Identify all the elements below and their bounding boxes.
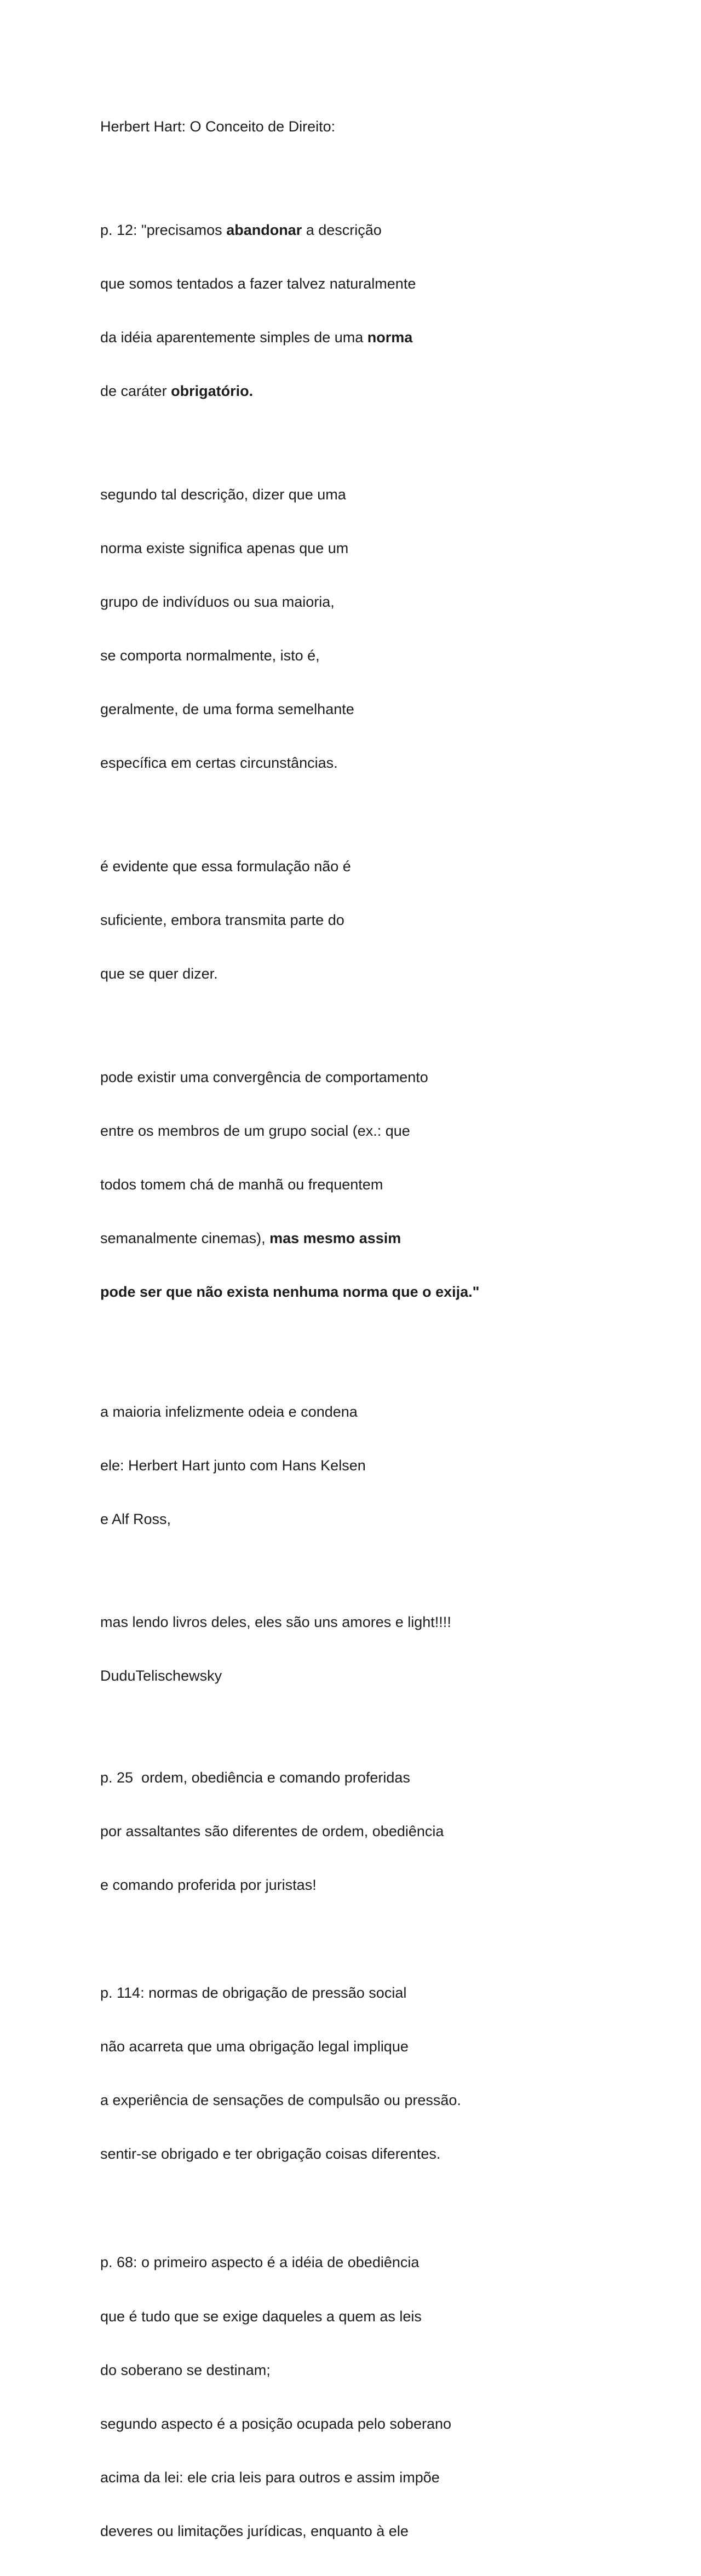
paragraph-line: entre os membros de um grupo social (ex.: que [100,1122,410,1139]
paragraph-line: do soberano se destinam; [100,2361,271,2378]
paragraph-line: específica em certas circunstâncias. [100,755,338,772]
paragraph-3 [100,821,648,1019]
paragraph-line: mas lendo livros deles, eles são uns amores e light!!!! [100,1614,451,1631]
document-body [100,82,648,2576]
paragraph-9 [100,2218,648,2576]
paragraph-line [100,221,648,239]
paragraph-line: e Alf Ross, [100,1510,171,1527]
text-segment: a descrição [302,221,382,238]
paragraph-2 [100,450,648,808]
bold-text: abandonar [226,221,302,238]
paragraph-line: segundo tal descrição, dizer que uma [100,486,346,503]
paragraph-line [100,329,648,347]
paragraph-7 [100,1733,648,1930]
title-line: Herbert Hart: O Conceito de Direito: [100,118,336,135]
text-segment: de caráter [100,383,171,400]
paragraph-line: deveres ou limitações jurídicas, enquanto à ele [100,2523,409,2539]
paragraph-line: que se quer dizer. [100,965,218,982]
paragraph-6 [100,1578,648,1721]
paragraph-line: grupo de indivíduos ou sua maioria, [100,593,335,610]
paragraph-line: não acarreta que uma obrigação legal implique [100,2038,409,2055]
paragraph-line: é evidente que essa formulação não é [100,858,351,875]
paragraph-8 [100,1948,648,2199]
paragraph-line: p. 25 ordem, obediência e comando proferidas [100,1769,410,1786]
paragraph-line [100,382,648,400]
paragraph-line: por assaltantes são diferentes de ordem, obediência [100,1822,444,1839]
paragraph-line: se comporta normalmente, isto é, [100,647,320,664]
paragraph-line: p. 114: normas de obrigação de pressão social [100,1984,407,2001]
text-segment: p. 12: "precisamos [100,221,227,238]
paragraph-line: e comando proferida por juristas! [100,1877,317,1894]
bold-text: obrigatório. [171,383,254,400]
paragraph-line [100,1229,648,1247]
paragraph-line: segundo aspecto é a posição ocupada pelo soberano [100,2415,451,2432]
paragraph-line: p. 68: o primeiro aspecto é a idéia de obediência [100,2254,420,2271]
paragraph-4 [100,1032,648,1337]
document-title [100,82,648,172]
paragraph-5 [100,1367,648,1564]
paragraph-line: todos tomem chá de manhã ou frequentem [100,1176,383,1193]
paragraph-line: pode existir uma convergência de comportamento [100,1068,428,1085]
bold-line: pode ser que não exista nenhuma norma que o exija." [100,1284,480,1300]
paragraph-line: norma existe significa apenas que um [100,539,349,556]
paragraph-line: a maioria infelizmente odeia e condena [100,1403,358,1420]
paragraph-line: sentir-se obrigado e ter obrigação coisas diferentes. [100,2145,441,2162]
bold-text: mas mesmo assim [269,1229,401,1246]
paragraph-line: que somos tentados a fazer talvez naturalmente [100,275,416,292]
paragraph-line: suficiente, embora transmita parte do [100,911,344,928]
author-signature: DuduTelischewsky [100,1668,222,1684]
text-segment: semanalmente cinemas), [100,1229,270,1246]
paragraph-line: acima da lei: ele cria leis para outros e assim impõe [100,2469,440,2486]
paragraph-1 [100,186,648,436]
paragraph-line: a experiência de sensações de compulsão ou pressão. [100,2091,461,2108]
paragraph-line: ele: Herbert Hart junto com Hans Kelsen [100,1457,366,1474]
paragraph-line: que é tudo que se exige daqueles a quem as leis [100,2308,422,2325]
bold-text: norma [367,329,413,346]
text-segment: da idéia aparentemente simples de uma [100,329,367,346]
paragraph-line: geralmente, de uma forma semelhante [100,701,354,718]
